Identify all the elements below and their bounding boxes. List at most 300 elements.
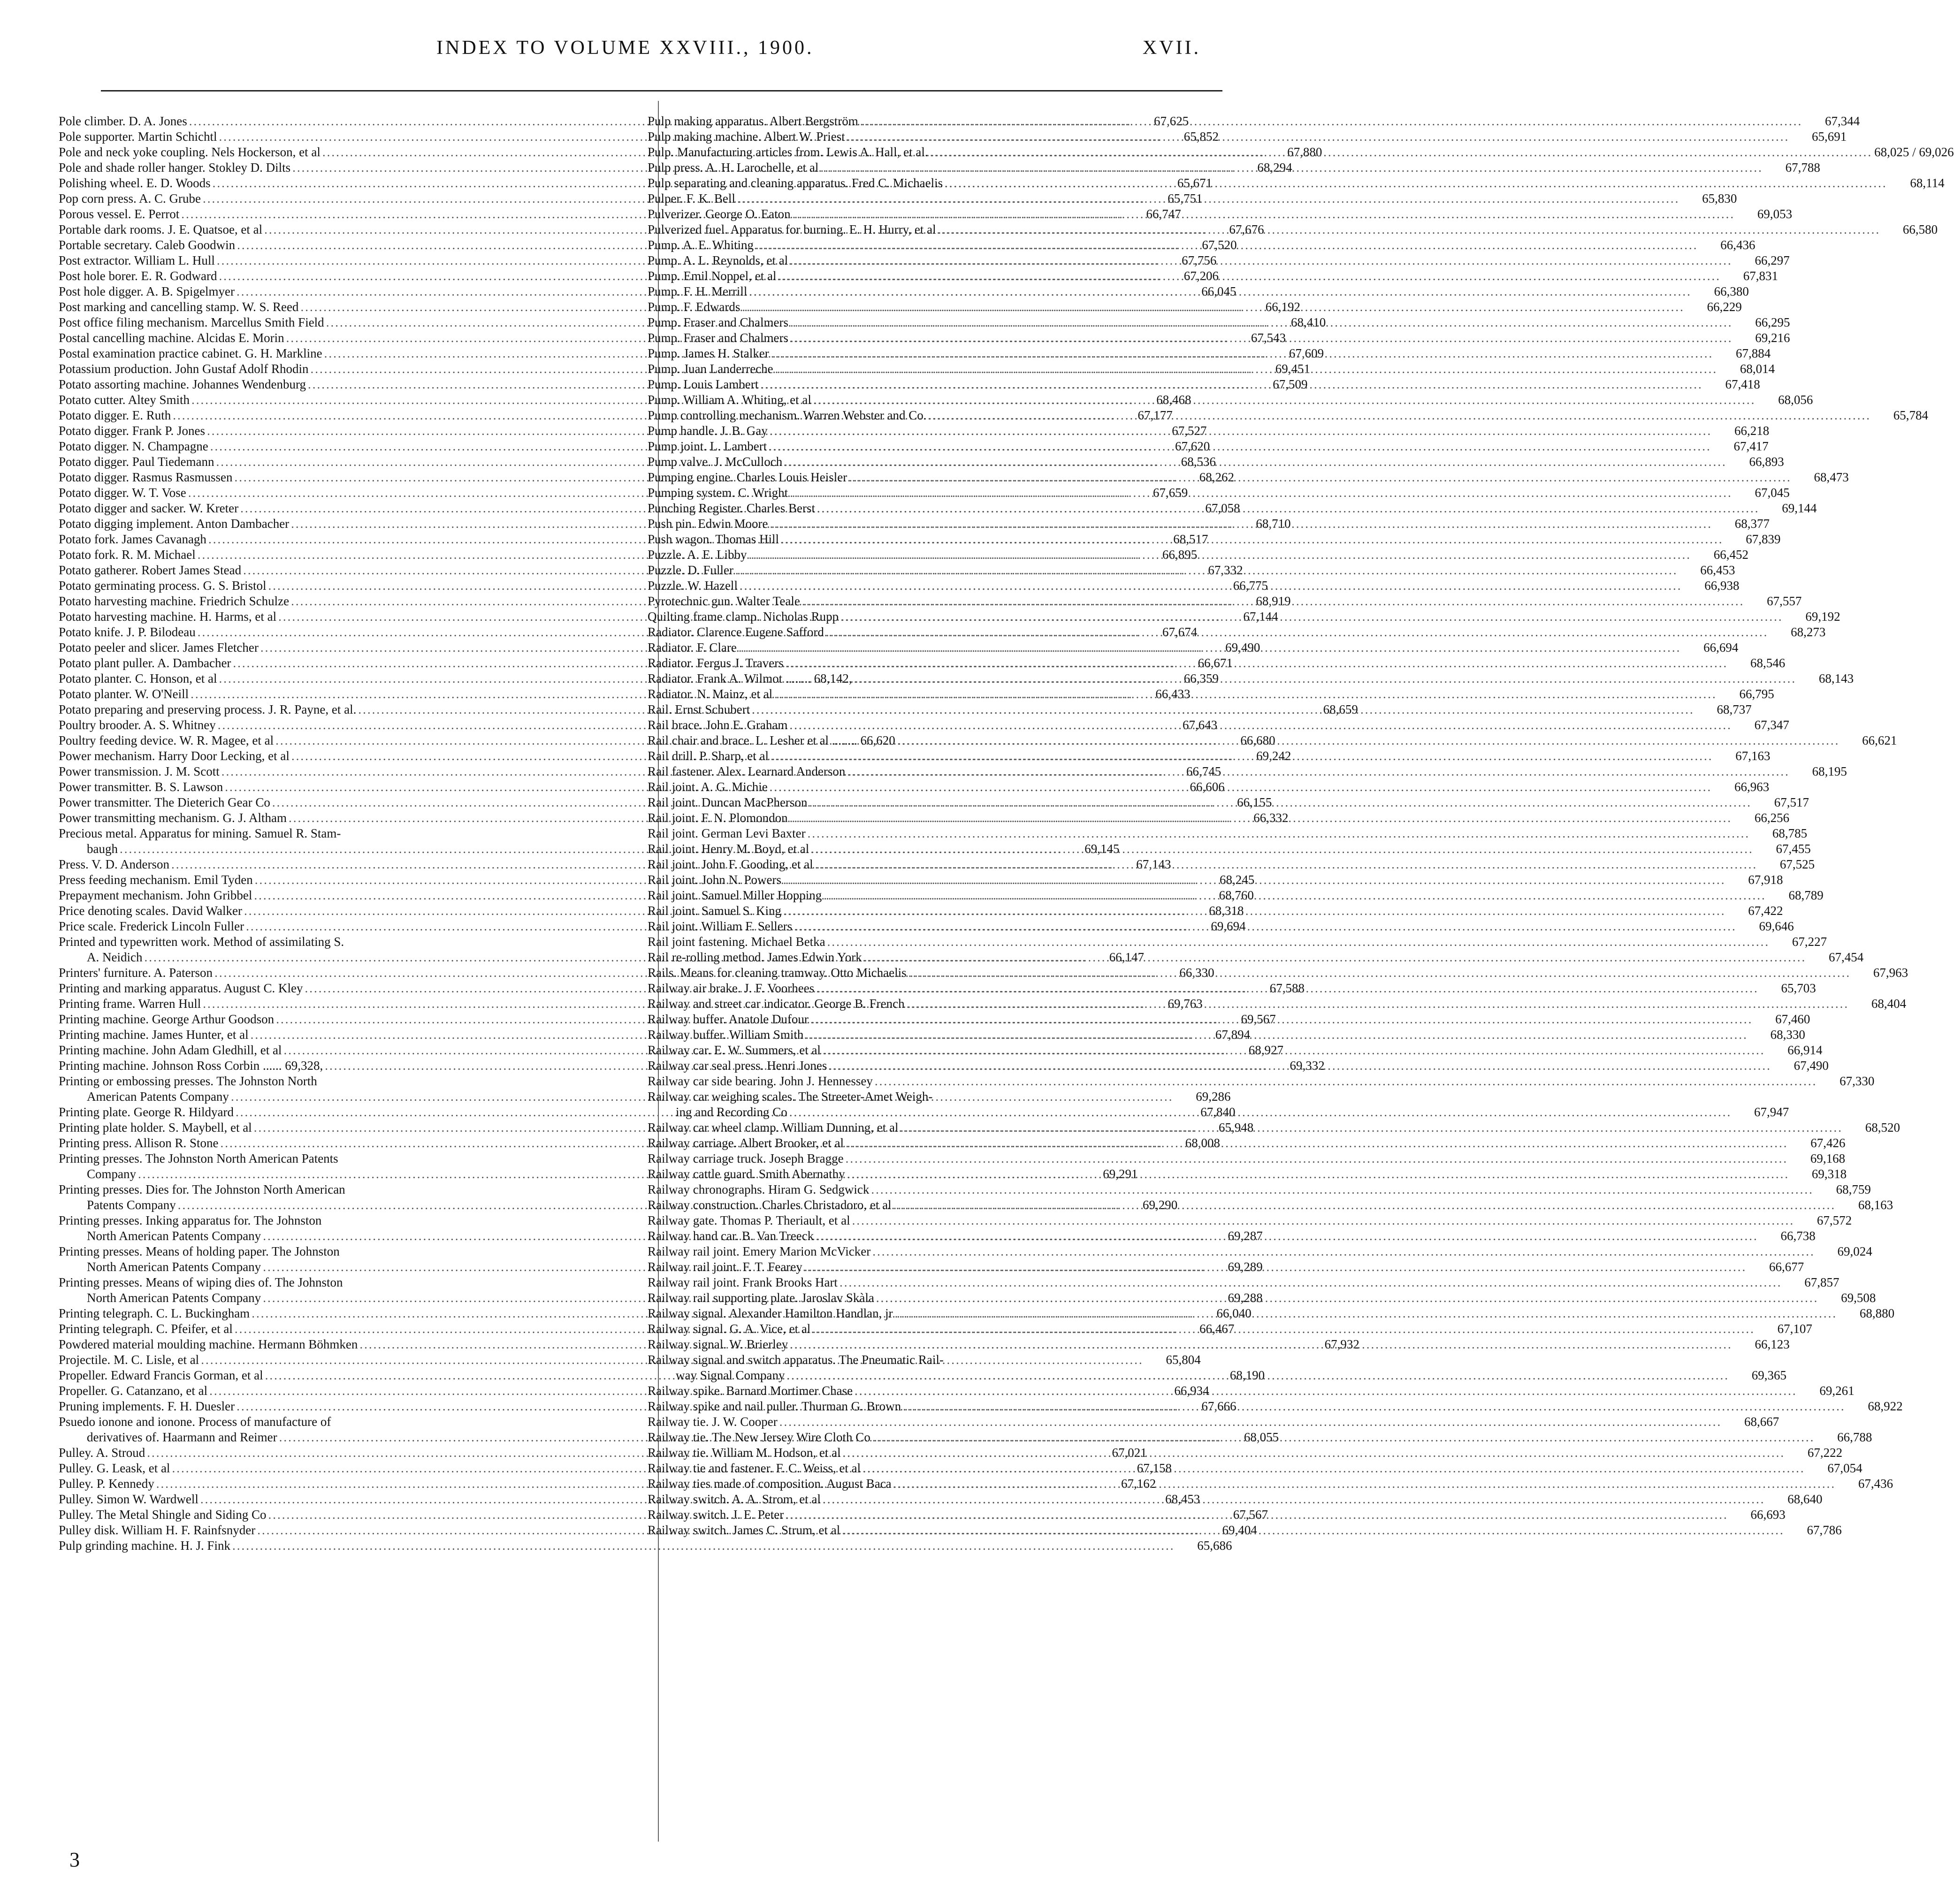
entry-text: Puzzle. A. E. Libby bbox=[648, 548, 747, 562]
dot-leader bbox=[907, 965, 1853, 981]
entry-text: Pump. F. H. Merrill bbox=[648, 284, 748, 298]
index-entry bbox=[59, 1414, 663, 1430]
entry-text: Poultry brooder. A. S. Whitney bbox=[59, 718, 216, 732]
dot-leader bbox=[754, 237, 1700, 253]
entry-number: 68,517 bbox=[1173, 532, 1208, 546]
dot-leader bbox=[784, 1507, 1730, 1523]
entry-number: 68,546 bbox=[1750, 656, 1786, 670]
index-entry bbox=[648, 1476, 1893, 1492]
entry-text: Pumping system. C. Wright bbox=[648, 486, 788, 500]
entry-text: Polishing wheel. E. D. Woods bbox=[59, 176, 211, 190]
entry-text: Pumping engine. Charles Louis Heisler bbox=[648, 470, 847, 484]
entry-text: Railway tie. J. W. Cooper bbox=[648, 1415, 778, 1429]
entry-text: Railway car. E. W. Summers, et al bbox=[648, 1043, 821, 1057]
index-entry bbox=[648, 1197, 1893, 1213]
index-entry bbox=[59, 1213, 663, 1228]
entry-text: Rail joint. John F. Gooding, et al bbox=[648, 857, 813, 871]
index-entry bbox=[648, 175, 1945, 191]
dot-leader bbox=[758, 377, 1705, 392]
entry-number: 69,332 bbox=[1290, 1059, 1325, 1073]
entry-number: 68,667 bbox=[1744, 1415, 1779, 1429]
entry-number: 67,144 bbox=[1243, 609, 1278, 624]
entry-text: Pole supporter. Martin Schichtl bbox=[59, 129, 217, 144]
entry-text: Press feeding mechanism. Emil Tyden bbox=[59, 873, 253, 887]
entry-number: 67,918 bbox=[1748, 873, 1783, 887]
entry-number: 66,795 bbox=[1739, 687, 1774, 701]
index-entry bbox=[648, 1383, 1855, 1399]
entry-number: 67,347 bbox=[1754, 718, 1789, 732]
entry-text: Printing telegraph. C. Pfeifer, et al bbox=[59, 1322, 233, 1336]
entry-number: 69,490 bbox=[1225, 640, 1260, 655]
entry-number: 68,659 bbox=[1323, 702, 1358, 716]
entry-text: Psuedo ionone and ionone. Process of manufacture of bbox=[59, 1415, 331, 1429]
entry-text: Pulp making apparatus. Albert Bergström bbox=[648, 114, 858, 128]
entry-number: 66,738 bbox=[1780, 1229, 1816, 1243]
entry-number: 67,527 bbox=[1172, 424, 1207, 438]
index-entry bbox=[59, 1074, 663, 1089]
dot-leader bbox=[788, 810, 1734, 826]
entry-number: 69,216 bbox=[1755, 331, 1790, 345]
entry-text: Printing and marking apparatus. August C. Kley bbox=[59, 981, 303, 995]
entry-text: Pulley. G. Leask, et al bbox=[59, 1461, 170, 1475]
entry-number: 69,168 bbox=[1810, 1151, 1846, 1165]
dot-leader bbox=[803, 1027, 1750, 1043]
entry-number: 68,468 bbox=[1156, 393, 1191, 407]
entry-text: Potato digger and sacker. W. Kreter bbox=[59, 501, 239, 515]
entry-text: Railway chronographs. Hiram G. Sedgwick bbox=[648, 1182, 870, 1196]
entry-number: 65,703 bbox=[1781, 981, 1816, 995]
entry-number: 68,880 bbox=[1859, 1306, 1895, 1320]
index-entry bbox=[648, 392, 1813, 408]
entry-text: North American Patents Company bbox=[87, 1291, 261, 1305]
entry-number: 67,332 bbox=[1208, 563, 1243, 577]
entry-text: Potato fork. R. M. Michael bbox=[59, 548, 196, 562]
entry-number: 69,763 bbox=[1168, 997, 1203, 1011]
entry-text: Railway rail joint. Emery Marion McVicker bbox=[648, 1244, 871, 1258]
entry-text: Printing machine. James Hunter, et al bbox=[59, 1028, 249, 1042]
entry-text: baugh bbox=[87, 842, 118, 856]
page-number-roman: XVII. bbox=[1142, 37, 1201, 59]
dot-leader bbox=[858, 114, 1805, 129]
index-entry bbox=[648, 996, 1907, 1012]
index-entry bbox=[648, 547, 1748, 563]
dot-leader bbox=[814, 1228, 1760, 1244]
index-entry bbox=[648, 686, 1774, 702]
dot-leader bbox=[841, 1445, 1787, 1461]
entry-number: 66,332 bbox=[1253, 811, 1289, 825]
dot-leader bbox=[893, 1306, 1840, 1321]
entry-number: 66,893 bbox=[1749, 455, 1784, 469]
index-entry bbox=[648, 671, 1854, 686]
dot-leader bbox=[735, 191, 1682, 206]
entry-text: Railway tie and fastener. F. C. Weiss, et al bbox=[648, 1461, 861, 1475]
entry-text: Puzzle. W. Hazell bbox=[648, 579, 738, 593]
entry-text: Portable secretary. Caleb Goodwin bbox=[59, 238, 236, 252]
entry-text: Pump. Fraser and Chalmers bbox=[648, 315, 788, 329]
entry-number: 67,455 bbox=[1776, 842, 1811, 856]
dot-leader bbox=[845, 764, 1792, 779]
entry-number: 66,433 bbox=[1155, 687, 1191, 701]
index-entry bbox=[648, 129, 1847, 145]
entry-number: 67,666 bbox=[1201, 1399, 1237, 1413]
entry-number: 67,520 bbox=[1202, 238, 1237, 252]
entry-text: Power transmitting mechanism. G. J. Altham bbox=[59, 811, 287, 825]
entry-text: Potato peeler and slicer. James Fletcher bbox=[59, 640, 259, 655]
dot-leader bbox=[850, 1213, 1797, 1228]
dot-leader bbox=[813, 857, 1760, 872]
dot-leader bbox=[899, 1120, 1845, 1135]
entry-text: Power transmission. J. M. Scott bbox=[59, 764, 220, 778]
entry-text: Railway signal and switch apparatus. The Pneumatic Rail- bbox=[648, 1353, 944, 1367]
entry-text: Post hole borer. E. R. Godward bbox=[59, 269, 217, 283]
entry-text: Porous vessel. E. Perrot bbox=[59, 207, 180, 221]
dot-leader bbox=[747, 547, 1693, 563]
entry-number: 68,163 bbox=[1858, 1198, 1893, 1212]
dot-leader bbox=[776, 268, 1723, 284]
entry-text: Punching Register. Charles Berst bbox=[648, 501, 815, 515]
index-entry bbox=[59, 1275, 663, 1290]
entry-text: Pulp separating and cleaning apparatus. Fred C. Michaelis bbox=[648, 176, 943, 190]
entry-number: 66,229 bbox=[1707, 300, 1742, 314]
entry-number: 68,737 bbox=[1717, 702, 1752, 716]
entry-number: 67,880 bbox=[1287, 145, 1322, 159]
entry-number: 67,932 bbox=[1324, 1337, 1359, 1351]
entry-text: Railway tie. William M. Hodson, et al bbox=[648, 1446, 841, 1460]
entry-number: 67,788 bbox=[1785, 160, 1820, 175]
entry-text: Pulp press. A. H. Larochelle, et al bbox=[648, 160, 819, 175]
dot-leader bbox=[821, 1492, 1767, 1507]
dot-leader bbox=[814, 981, 1761, 996]
index-entry bbox=[648, 408, 1929, 423]
entry-text: Pulp. Manufacturing articles from. Lewis A. Hall, et al. bbox=[648, 145, 928, 159]
entry-text: Rails. Means for cleaning tramway. Otto Michaelis bbox=[648, 966, 907, 980]
entry-number: 67,525 bbox=[1779, 857, 1815, 871]
entry-text: Railway car weighing scales. The Streeter-Amet Weigh- bbox=[648, 1089, 933, 1104]
entry-number: 68,473 bbox=[1814, 470, 1849, 484]
entry-text: Printing machine. John Adam Gledhill, et al bbox=[59, 1043, 282, 1057]
entry-text: Printing press. Allison R. Stone bbox=[59, 1136, 219, 1150]
dot-leader bbox=[892, 1197, 1838, 1213]
entry-number: 68,195 bbox=[1812, 764, 1847, 778]
dot-leader bbox=[838, 1275, 1784, 1290]
entry-text: Power transmitter. B. S. Lawson bbox=[59, 780, 223, 794]
entry-number: 65,671 bbox=[1177, 176, 1213, 190]
entry-number: 66,045 bbox=[1201, 284, 1237, 298]
index-entry bbox=[648, 1213, 1852, 1228]
entry-text: Printing plate holder. S. Maybell, et al bbox=[59, 1120, 252, 1135]
entry-text: Pump handle. J. B. Gay bbox=[648, 424, 768, 438]
dot-leader bbox=[788, 330, 1735, 346]
entry-text: Printing presses. Means of wiping dies of. The Johnston bbox=[59, 1275, 343, 1289]
entry-text: Pump valve. J. McCulloch bbox=[648, 455, 783, 469]
index-entry bbox=[648, 1461, 1862, 1476]
entry-number: 68,640 bbox=[1787, 1492, 1823, 1506]
index-entry bbox=[59, 1182, 663, 1197]
entry-number: 69,365 bbox=[1751, 1368, 1786, 1382]
entry-number: 65,691 bbox=[1811, 129, 1847, 144]
dot-leader bbox=[791, 206, 1737, 222]
entry-text: Potato planter. C. Honson, et al bbox=[59, 671, 217, 685]
entry-text: Railway and street car indicator. George B. French bbox=[648, 997, 905, 1011]
dot-leader bbox=[787, 1104, 1734, 1120]
entry-text: Pump. James H. Stalker bbox=[648, 346, 769, 360]
entry-number: 67,163 bbox=[1735, 749, 1771, 763]
index-entry bbox=[648, 841, 1811, 857]
dot-leader bbox=[870, 1430, 1817, 1445]
index-entry bbox=[648, 1244, 1872, 1259]
index-entry bbox=[648, 717, 1789, 733]
entry-text: Precious metal. Apparatus for mining. Samuel R. Stam- bbox=[59, 826, 341, 840]
entry-number: 67,206 bbox=[1183, 269, 1219, 283]
dot-leader bbox=[787, 717, 1734, 733]
entry-text: Rail re-rolling method. James Edwin York bbox=[648, 950, 862, 964]
entry-text: Potato digger. E. Ruth bbox=[59, 408, 171, 422]
entry-text: Pop corn press. A. C. Grube bbox=[59, 191, 201, 206]
entry-number: 66,745 bbox=[1186, 764, 1221, 778]
entry-number: 67,643 bbox=[1183, 718, 1218, 732]
entry-number: 68,245 bbox=[1220, 873, 1255, 887]
index-entry bbox=[648, 764, 1847, 779]
dot-leader bbox=[230, 1538, 1177, 1554]
entry-text: Post extractor. William L. Hull bbox=[59, 253, 215, 267]
dot-leader bbox=[905, 996, 1851, 1012]
entry-number: 67,625 bbox=[1153, 114, 1189, 128]
entry-text: Railway air brake. J. F. Voorhees bbox=[648, 981, 815, 995]
dot-leader bbox=[785, 1368, 1731, 1383]
entry-number: 68,759 bbox=[1836, 1182, 1871, 1196]
entry-text: Pole climber. D. A. Jones bbox=[59, 114, 187, 128]
index-entry bbox=[59, 826, 663, 841]
entry-text: Rail joint. John N. Powers bbox=[648, 873, 782, 887]
entry-text: Company bbox=[87, 1167, 136, 1181]
entry-text: Railway signal. W. Brierley bbox=[648, 1337, 788, 1351]
entry-text: Railway switch. James C. Strum, et al bbox=[648, 1523, 840, 1537]
entry-text: Railway construction. Charles Christadoro, et al bbox=[648, 1198, 892, 1212]
entry-number: 67,543 bbox=[1251, 331, 1286, 345]
entry-text: North American Patents Company bbox=[87, 1229, 261, 1243]
entry-text: Radiator. N. Mainz, et al bbox=[648, 687, 773, 701]
entry-text: Rail chair and brace. L. Lesher et al ........ 66,620 bbox=[648, 733, 895, 747]
index-entry bbox=[648, 470, 1849, 485]
entry-text: Railway rail supporting plate. Jaroslav Skàla bbox=[648, 1291, 874, 1305]
index-entry bbox=[648, 1151, 1846, 1166]
entry-number: 66,295 bbox=[1755, 315, 1790, 329]
dot-leader bbox=[781, 872, 1728, 888]
dot-leader bbox=[943, 175, 1889, 191]
dot-leader bbox=[747, 284, 1694, 299]
dot-leader bbox=[844, 1135, 1790, 1151]
dot-leader bbox=[927, 408, 1873, 423]
entry-number: 68,294 bbox=[1257, 160, 1292, 175]
dot-leader bbox=[779, 532, 1725, 547]
dot-leader bbox=[844, 1151, 1790, 1166]
entry-number: 66,580 bbox=[1902, 222, 1938, 236]
dot-leader bbox=[815, 501, 1762, 516]
dot-leader bbox=[768, 423, 1714, 439]
index-entry bbox=[648, 439, 1769, 454]
entry-text: Pulp grinding machine. H. J. Fink bbox=[59, 1538, 230, 1553]
entry-number: 67,422 bbox=[1748, 904, 1783, 918]
entry-text: Radiator. F. Clare bbox=[648, 640, 737, 655]
dot-leader bbox=[862, 950, 1809, 965]
entry-text: Pump. Emil Noppel, et al bbox=[648, 269, 777, 283]
entry-number: 68,922 bbox=[1868, 1399, 1903, 1413]
entry-number: 68,330 bbox=[1770, 1028, 1805, 1042]
dot-leader bbox=[781, 903, 1728, 919]
header-rule bbox=[101, 90, 1222, 91]
dot-leader bbox=[874, 1290, 1821, 1306]
entry-number: 67,857 bbox=[1804, 1275, 1840, 1289]
entry-text: Rail joint. A. G. Michie bbox=[648, 780, 768, 794]
entry-text: Printing telegraph. C. L. Buckingham bbox=[59, 1306, 250, 1320]
entry-text: American Patents Company bbox=[87, 1089, 229, 1104]
entry-text: Railway cattle guard. Smith Abernathy bbox=[648, 1167, 845, 1181]
entry-number: 68,377 bbox=[1734, 517, 1770, 531]
entry-text: Potato gatherer. Robert James Stead bbox=[59, 563, 242, 577]
entry-text: Printing machine. George Arthur Goodson bbox=[59, 1012, 275, 1026]
index-entry bbox=[648, 1445, 1843, 1461]
entry-number: 67,021 bbox=[1112, 1446, 1147, 1460]
entry-number: 67,227 bbox=[1792, 935, 1827, 949]
entry-text: Rail. Ernst Schubert bbox=[648, 702, 750, 716]
entry-text: Post hole digger. A. B. Spigelmyer bbox=[59, 284, 235, 298]
entry-number: 65,948 bbox=[1218, 1120, 1254, 1135]
index-entry bbox=[648, 934, 1827, 950]
entry-number: 68,785 bbox=[1772, 826, 1808, 840]
index-entry bbox=[648, 1492, 1823, 1507]
entry-number: 66,895 bbox=[1162, 548, 1198, 562]
entry-number: 67,609 bbox=[1289, 346, 1324, 360]
entry-number: 69,290 bbox=[1143, 1198, 1178, 1212]
entry-number: 66,436 bbox=[1720, 238, 1756, 252]
entry-text: Rail joint. Duncan MacPherson bbox=[648, 795, 808, 809]
dot-leader bbox=[768, 779, 1714, 795]
entry-number: 66,147 bbox=[1109, 950, 1144, 964]
entry-text: Power mechanism. Harry Door Lecking, et al bbox=[59, 749, 290, 763]
entry-number: 67,045 bbox=[1755, 486, 1790, 500]
dot-leader bbox=[800, 594, 1747, 609]
entry-number: 68,262 bbox=[1199, 470, 1234, 484]
dot-leader bbox=[840, 1523, 1786, 1538]
dot-leader bbox=[778, 1414, 1724, 1430]
entry-text: Pump controlling mechanism. Warren Webster and Co. bbox=[648, 408, 927, 422]
entry-text: Potato digger. Paul Tiedemann bbox=[59, 455, 214, 469]
entry-number: 67,426 bbox=[1810, 1136, 1846, 1150]
entry-text: Propeller. G. Catanzano, et al bbox=[59, 1384, 208, 1398]
dot-leader bbox=[740, 299, 1687, 315]
index-entry bbox=[648, 1321, 1812, 1337]
entry-number: 67,058 bbox=[1205, 501, 1240, 515]
dot-leader bbox=[737, 640, 1683, 655]
entry-text: Rail joint. William F. Sellers bbox=[648, 919, 793, 933]
index-entry bbox=[648, 1135, 1846, 1151]
entry-text: Pump. A. L. Reynolds, et al bbox=[648, 253, 788, 267]
entry-number: 69,144 bbox=[1782, 501, 1817, 515]
dot-leader bbox=[811, 392, 1758, 408]
entry-number: 67,460 bbox=[1775, 1012, 1810, 1026]
entry-text: Potato digger. Rasmus Rasmussen bbox=[59, 470, 233, 484]
entry-text: Potato knife. J. P. Bilodeau bbox=[59, 625, 196, 639]
dot-leader bbox=[738, 578, 1684, 594]
entry-number: 68,789 bbox=[1788, 888, 1824, 902]
entry-number: 66,452 bbox=[1713, 548, 1748, 562]
folio-number: 3 bbox=[69, 1848, 80, 1871]
entry-text: Railway rail joint. F. T. Fearey bbox=[648, 1260, 802, 1274]
page-header bbox=[0, 37, 1300, 65]
entry-text: Potato fork. James Cavanagh bbox=[59, 532, 206, 546]
index-entry bbox=[648, 950, 1864, 965]
entry-number: 67,417 bbox=[1733, 439, 1769, 453]
entry-text: Rail joint. Samuel S. King bbox=[648, 904, 782, 918]
entry-number: 69,567 bbox=[1241, 1012, 1276, 1026]
entry-number: 67,557 bbox=[1767, 594, 1802, 608]
entry-number: 65,804 bbox=[1166, 1353, 1201, 1367]
entry-number: 68,453 bbox=[1165, 1492, 1200, 1506]
entry-number: 67,330 bbox=[1840, 1074, 1875, 1088]
entry-number: 68,143 bbox=[1818, 671, 1854, 685]
index-entry bbox=[648, 779, 1770, 795]
entry-text: Rail joint fastening. Michael Betka bbox=[648, 935, 825, 949]
entry-text: Printing presses. Inking apparatus for. The Johnston bbox=[59, 1213, 322, 1227]
entry-number: 67,659 bbox=[1153, 486, 1188, 500]
entry-text: Pole and shade roller hanger. Stokley D. Dilts bbox=[59, 160, 291, 175]
entry-number: 66,467 bbox=[1199, 1322, 1235, 1336]
entry-number: 68,318 bbox=[1209, 904, 1244, 918]
entry-number: 67,831 bbox=[1743, 269, 1778, 283]
entry-number: 66,934 bbox=[1174, 1384, 1209, 1398]
entry-text: Power transmitter. The Dieterich Gear Co bbox=[59, 795, 270, 809]
entry-number: 67,840 bbox=[1200, 1105, 1236, 1119]
entry-text: Printing presses. Means of holding paper. The Johnston bbox=[59, 1244, 340, 1258]
entry-text: Price scale. Frederick Lincoln Fuller bbox=[59, 919, 244, 933]
entry-text: Railway buffer. Anatole Dufour bbox=[648, 1012, 809, 1026]
entry-number: 69,192 bbox=[1805, 609, 1840, 624]
entry-text: Printing or embossing presses. The Johnston North bbox=[59, 1074, 317, 1088]
entry-number: 65,852 bbox=[1183, 129, 1219, 144]
entry-number: 67,947 bbox=[1754, 1105, 1789, 1119]
entry-text: Potato planter. W. O'Neill bbox=[59, 687, 189, 701]
entry-number: 69,261 bbox=[1819, 1384, 1855, 1398]
entry-number: 67,839 bbox=[1746, 532, 1781, 546]
entry-number: 68,919 bbox=[1256, 594, 1291, 608]
entry-number: 66,963 bbox=[1734, 780, 1770, 794]
entry-text: Railway rail joint. Frank Brooks Hart bbox=[648, 1275, 838, 1289]
dot-leader bbox=[767, 439, 1713, 454]
dot-leader bbox=[901, 1399, 1847, 1414]
index-entry bbox=[648, 485, 1790, 501]
entry-text: Potato preparing and preserving process. J. R. Payne, et al. bbox=[59, 702, 357, 716]
dot-leader bbox=[870, 1244, 1817, 1259]
entry-number: 66,788 bbox=[1837, 1430, 1872, 1444]
entry-number: 66,453 bbox=[1700, 563, 1735, 577]
entry-number: 66,155 bbox=[1237, 795, 1272, 809]
dot-leader bbox=[825, 934, 1772, 950]
entry-number: 68,025 / 69,026 bbox=[1874, 145, 1954, 159]
entry-number: 65,686 bbox=[1197, 1538, 1232, 1553]
entry-number: 67,588 bbox=[1269, 981, 1305, 995]
dot-leader bbox=[892, 1476, 1838, 1492]
entry-number: 68,927 bbox=[1248, 1043, 1283, 1057]
entry-text: Pump. Juan Landerreche bbox=[648, 362, 773, 376]
entry-text: Railway hand car. B. Van Treeck bbox=[648, 1229, 814, 1243]
entry-number: 67,674 bbox=[1162, 625, 1198, 639]
entry-text: Pump. Fraser and Chalmers bbox=[648, 331, 788, 345]
entry-number: 68,520 bbox=[1865, 1120, 1901, 1135]
entry-number: 67,567 bbox=[1233, 1508, 1268, 1522]
dot-leader bbox=[821, 1043, 1767, 1058]
entry-number: 66,359 bbox=[1183, 671, 1219, 685]
index-entry bbox=[59, 1244, 663, 1259]
